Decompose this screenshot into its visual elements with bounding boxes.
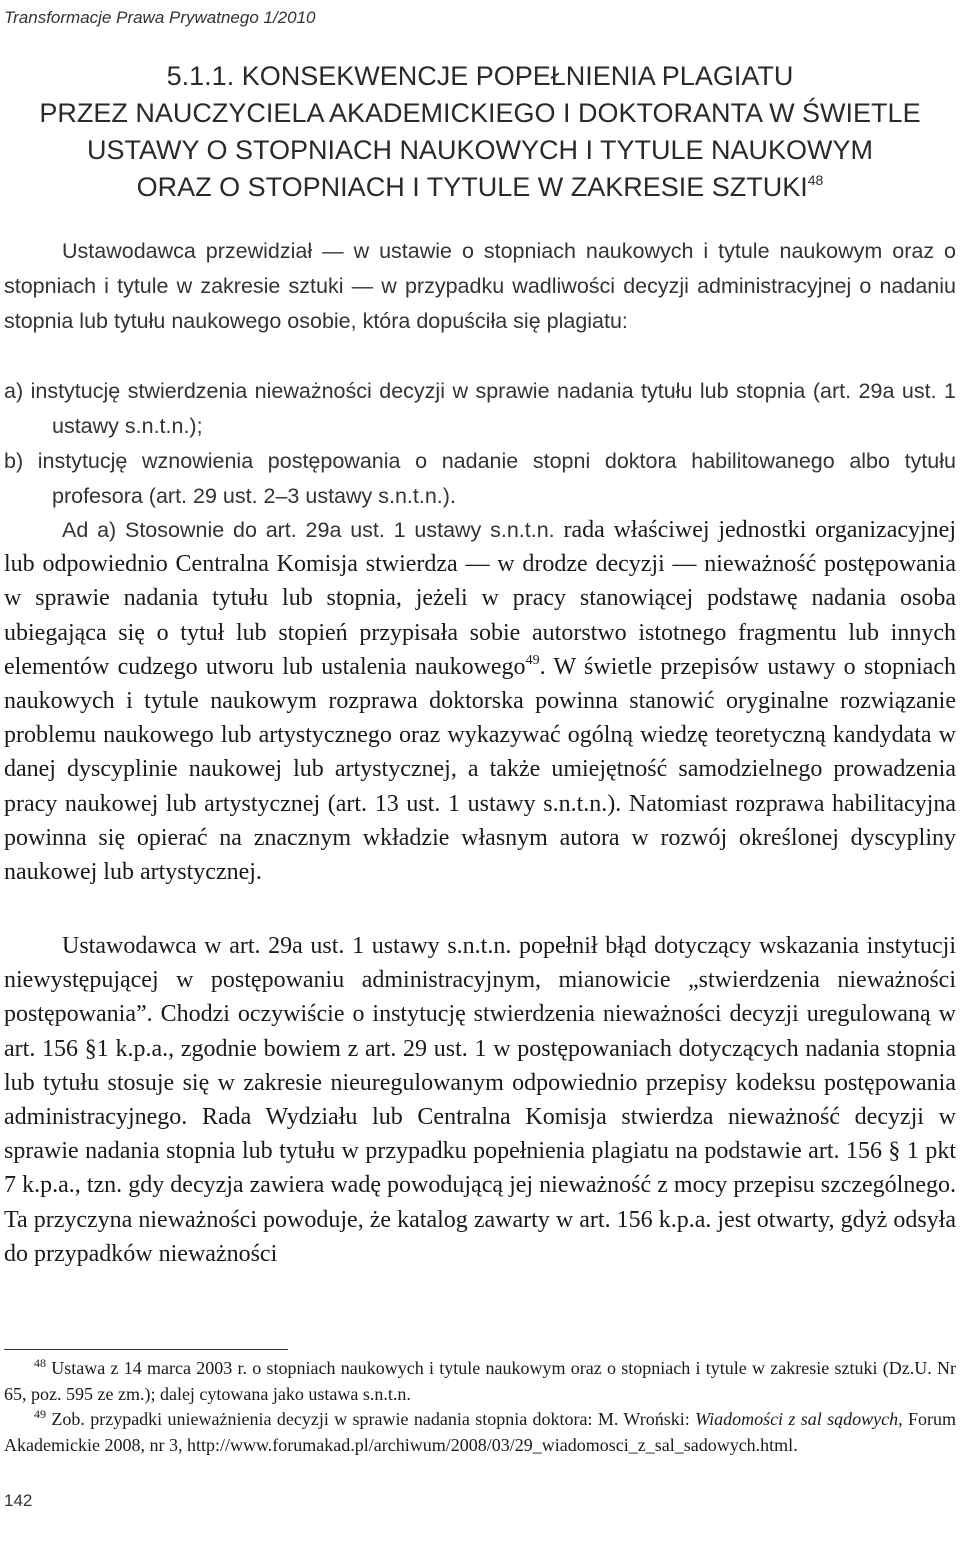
list-item-b: b) instytucję wznowienia postępowania o nadanie stopni doktora habilitowanego albo tytułu profesora (art. 29 ust. 2–3 ustawy s.n.t.n.). xyxy=(4,449,956,508)
heading-line-4-text: ORAZ O STOPNIACH I TYTULE W ZAKRESIE SZTUKI xyxy=(136,172,808,202)
ad-a-label: Ad a) Stosownie do art. 29a ust. 1 ustawy s.n.t.n. xyxy=(62,518,555,542)
footnote-separator xyxy=(4,1349,288,1350)
heading-line-1: 5.1.1. KONSEKWENCJE POPEŁNIENIA PLAGIATU xyxy=(166,61,794,91)
footnote-49-title: Wiadomości z sal sądowych xyxy=(695,1409,899,1429)
footnote-49 xyxy=(4,1407,956,1458)
section-heading xyxy=(0,58,960,206)
heading-line-3: USTAWY O STOPNIACH NAUKOWYCH I TYTULE NAUKOWYM xyxy=(86,135,874,165)
page-number: 142 xyxy=(4,1491,33,1510)
para1-text-end: . W świetle przepisów ustawy o stopniach naukowych i tytule naukowym rozprawa doktorska powinna stanowić oryginalne rozwiązanie problemu naukowego lub artystycznego oraz wykazywać ogólną wiedzę teoretyczną kandydata w danej dyscyplinie naukowej lub artystycznej, a także umiejętność samodzielnego prowadzenia pracy naukowej lub artystycznej (art. 13 ust. 1 ustawy s.n.t.n.). Natomiast rozprawa habilitacyjna powinna się opierać na znacznym wkładzie własnym autora w rozwój określonej dyscypliny naukowej lub artystycznej. xyxy=(4,653,956,886)
running-head: Transformacje Prawa Prywatnego 1/2010 xyxy=(4,8,316,27)
footnote-49-text-post: , Forum Akademickie 2008, nr 3, http://www.forumakad.pl/archiwum/2008/03/29_wiadomosci_z_sal_sadowych.html. xyxy=(4,1409,957,1455)
footnote-48-number: 48 xyxy=(34,1356,46,1370)
body-paragraph-1 xyxy=(4,513,956,889)
footnote-48-text: Ustawa z 14 marca 2003 r. o stopniach naukowych i tytule naukowym oraz o stopniach i tytule w zakresie sztuki (Dz.U. Nr 65, poz. 595 ze zm.); dalej cytowana jako ustawa s.n.t.n. xyxy=(4,1358,956,1404)
footnote-49-number: 49 xyxy=(34,1407,46,1421)
footnote-ref-48: 48 xyxy=(807,172,824,188)
heading-line-2: PRZEZ NAUCZYCIELA AKADEMICKIEGO I DOKTORANTA W ŚWIETLE xyxy=(39,98,921,128)
footnote-ref-49: 49 xyxy=(525,652,540,668)
heading-line-4 xyxy=(0,169,960,206)
body-paragraph-2: Ustawodawca w art. 29a ust. 1 ustawy s.n.t.n. popełnił błąd dotyczący wskazania instytucji niewystępującej w postępowaniu administracyjnym, mianowicie „stwierdzenia nieważności postępowania”. Chodzi oczywiście o instytucję stwierdzenia nieważności decyzji uregulowaną w art. 156 §1 k.p.a., zgodnie bowiem z art. 29 ust. 1 w postępowaniach dotyczących nadania stopnia lub tytułu stosuje się w zakresie nieuregulowanym odpowiednio przepisy kodeksu postępowania administracyjnego. Rada Wydziału lub Centralna Komisja stwierdza nieważność decyzji w sprawie nadania stopnia lub tytułu w przypadku popełnienia plagiatu na podstawie art. 156 § 1 pkt 7 k.p.a., tzn. gdy decyzja zawiera wadę powodującą jej nieważność z mocy przepisu szczególnego. Ta przyczyna nieważności powoduje, że katalog zawarty w art. 156 k.p.a. jest otwarty, gdyż odsyła do przypadków nieważności xyxy=(4,933,956,1267)
intro-paragraph: Ustawodawca przewidział — w ustawie o stopniach naukowych i tytule naukowym oraz o stopniach i tytule w zakresie sztuki — w przypadku wadliwości decyzji administracyjnej o nadaniu stopnia lub tytułu naukowego osobie, która dopuściła się plagiatu: xyxy=(4,239,956,333)
footnote-49-text-pre: Zob. przypadki unieważnienia decyzji w sprawie nadania stopnia doktora: M. Wroński: xyxy=(51,1409,696,1429)
para1-text-start: rada właściwej jednostki organizacyjnej lub odpowiednio Centralna Komisja stwierdza — w drodze decyzji — nieważność postępowania w sprawie nadania tytułu lub stopnia, jeżeli w pracy stanowiącej podstawę nadania osoba ubiegająca się o tytuł lub stopień przypisała sobie autorstwo istotnego fragmentu lub innych elementów cudzego utworu lub ustalenia naukowego xyxy=(4,517,957,680)
footnote-48 xyxy=(4,1356,956,1407)
list-item-a: a) instytucję stwierdzenia nieważności decyzji w sprawie nadania tytułu lub stopnia (art. 29a ust. 1 ustawy s.n.t.n.); xyxy=(4,379,956,438)
